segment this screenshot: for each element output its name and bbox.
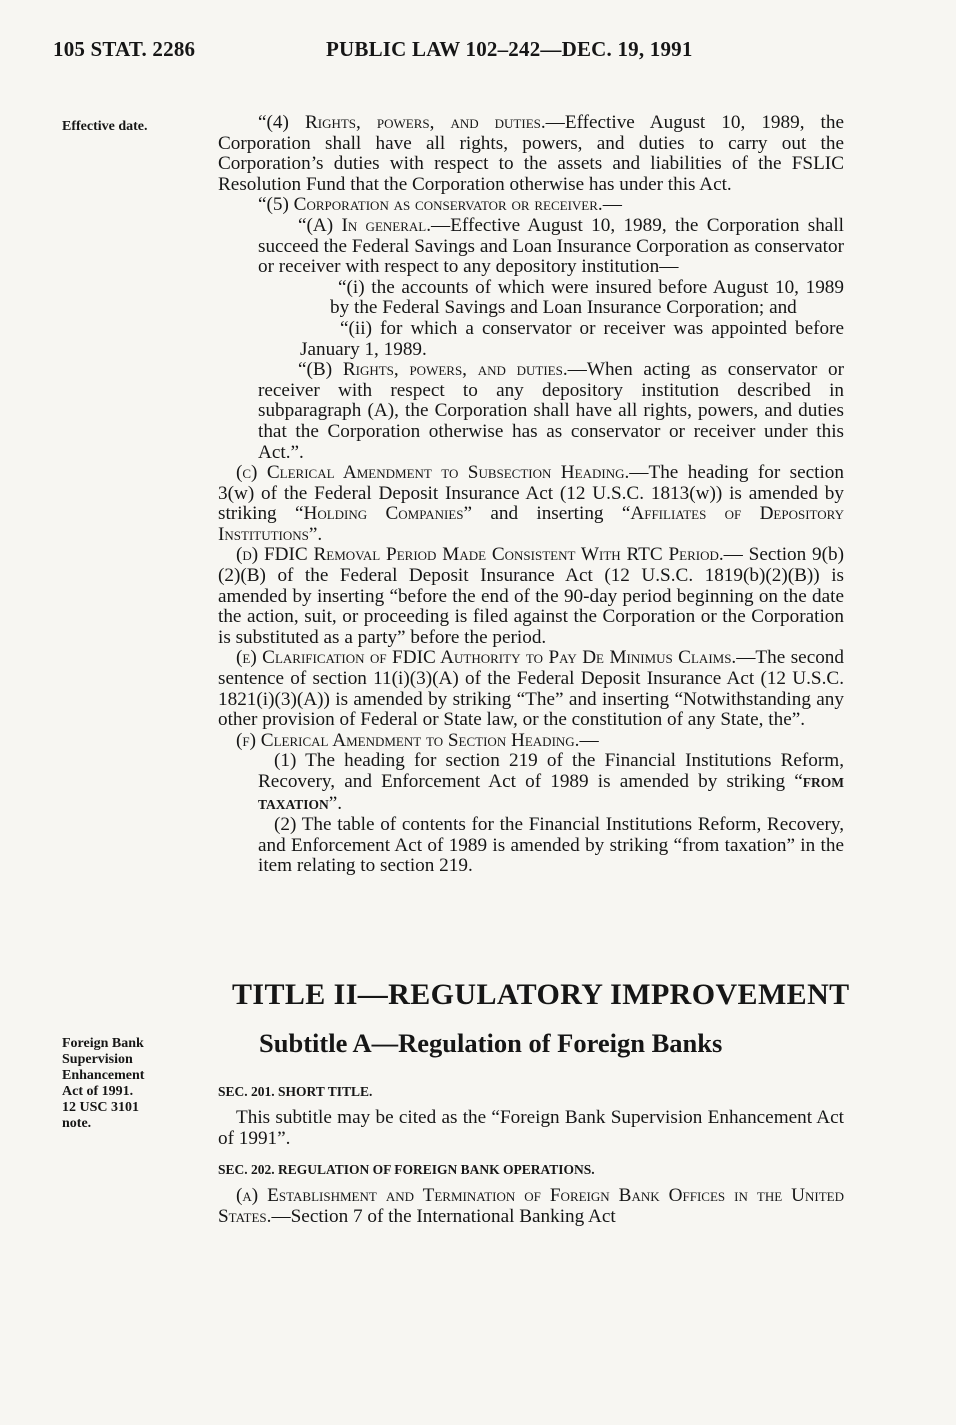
subsection-a-heading: (a) Establishment and Termination of Foreign Bank Offices in the United States.	[218, 1185, 844, 1227]
subtitle-heading: Subtitle A—Regulation of Foreign Banks	[259, 1028, 723, 1058]
subparagraph-b-text: —When acting as conservator or receiver with respect to any depository institution described in subparagraph (A), the Corporation shall have all rights, powers, and duties that the Corporation otherwise has as conservator or receiver under this Act.”.	[258, 359, 844, 463]
paragraph-4-heading: “(4) Rights, powers, and duties.	[258, 112, 546, 133]
section-201-heading: SEC. 201. SHORT TITLE.	[218, 1084, 373, 1099]
subparagraph-a	[218, 216, 844, 278]
section-202-subsection-a	[218, 1186, 844, 1227]
subsection-f-heading: (f) Clerical Amendment to Section Heading.—	[236, 729, 599, 751]
subsection-d-heading: (d) FDIC Removal Period Made Consistent With RTC Period.—	[236, 544, 743, 566]
subsection-e	[218, 648, 844, 730]
margin-note-effective-date: Effective date.	[62, 119, 148, 134]
clause-i: “(i) the accounts of which were insured before August 10, 1989 by the Federal Savings and Loan Insurance Corporation; and	[330, 276, 844, 319]
subsection-e-heading: (e) Clarification of FDIC Authority to Pay De Minimus Claims.	[236, 647, 737, 669]
paragraph-4-text: —Effective August 10, 1989, the Corporation shall have all rights, powers, and duties to carry out the Corporation’s duties with respect to the assets and liabilities of the FSLIC Resolution Fund that the Corporation otherwise has under this Act.	[218, 112, 844, 195]
margin-note-line: note.	[62, 1116, 92, 1131]
subsection-f	[218, 731, 844, 752]
paragraph-f1	[218, 751, 844, 815]
margin-note-line: Enhancement	[62, 1068, 145, 1083]
subsection-d	[218, 545, 844, 648]
statute-page-number: 105 STAT. 2286	[53, 37, 196, 61]
subsection-c-heading: (c) Clerical Amendment to Subsection Heading.	[236, 462, 630, 484]
subsection-c-text: ” and inserting “	[463, 503, 631, 525]
paragraph-f1-text: (1) The heading for section 219 of the Financial Institutions Reform, Recovery, and Enforcement Act of 1989 is amended by striking “	[258, 750, 844, 792]
paragraph-f1-struck-words: FROM TAXATION	[258, 775, 844, 812]
subparagraph-a-heading: “(A) In general.	[298, 214, 432, 236]
section-201-text: This subtitle may be cited as the “Foreign Bank Supervision Enhancement Act of 1991”.	[218, 1107, 844, 1149]
subsection-c-struck-heading: Holding Companies	[303, 503, 464, 525]
subsection-e-text: —The second sentence of section 11(i)(3)(A) of the Federal Deposit Insurance Act (12 U.S.C. 1821(i)(3)(A)) is amended by striking “The” and inserting “Notwithstanding any other provision of Federal or State law, or the constitution of any State, the”.	[218, 647, 844, 731]
subsection-c	[218, 463, 844, 545]
subparagraph-a-text: —Effective August 10, 1989, the Corporation shall succeed the Federal Savings and Loan Insurance Corporation as conservator or receiver with respect to any depository institution—	[258, 214, 844, 278]
subparagraph-b	[218, 360, 844, 463]
subsection-c-inserted-heading: Affiliates of Depository Institutions	[218, 503, 844, 545]
paragraph-5	[218, 195, 844, 216]
margin-note-line: Supervision	[62, 1052, 133, 1067]
section-202-heading: SEC. 202. REGULATION OF FOREIGN BANK OPERATIONS.	[218, 1162, 595, 1177]
subsection-d-text: Section 9(b)(2)(B) of the Federal Deposit Insurance Act (12 U.S.C. 1819(b)(2)(B)) is amended by inserting “before the end of the 90-day period beginning on the date the action, suit, or proceeding is filed against the Corporation or the Corporation is substituted as a party” before the period.	[218, 544, 845, 648]
subparagraph-b-heading: “(B) Rights, powers, and duties.	[298, 359, 568, 381]
title-heading: TITLE II—REGULATORY IMPROVEMENT	[232, 978, 850, 1011]
paragraph-5-heading: “(5) Corporation as conservator or receiver.—	[258, 194, 622, 216]
clause-ii: “(ii) for which a conservator or receiver was appointed before January 1, 1989.	[300, 317, 844, 360]
paragraph-f2: (2) The table of contents for the Financial Institutions Reform, Recovery, and Enforcement Act of 1989 is amended by striking “from taxation” in the item relating to section 219.	[258, 814, 844, 877]
subsection-c-text: ”.	[308, 523, 323, 545]
subsection-a-text: —Section 7 of the International Banking Act	[271, 1205, 616, 1227]
public-law-header: PUBLIC LAW 102–242—DEC. 19, 1991	[326, 37, 693, 61]
paragraph-f1-text: ”.	[328, 792, 343, 814]
margin-note-line: Act of 1991.	[62, 1084, 134, 1099]
body-column	[218, 113, 844, 877]
paragraph-4	[218, 113, 844, 195]
margin-note-foreign-bank	[62, 1036, 144, 1132]
margin-note-line: 12 USC 3101	[62, 1100, 140, 1115]
margin-note-line: Foreign Bank	[62, 1036, 144, 1051]
subsection-c-text: —The heading for section 3(w) of the Federal Deposit Insurance Act (12 U.S.C. 1813(w)) is amended by striking “	[218, 462, 844, 525]
